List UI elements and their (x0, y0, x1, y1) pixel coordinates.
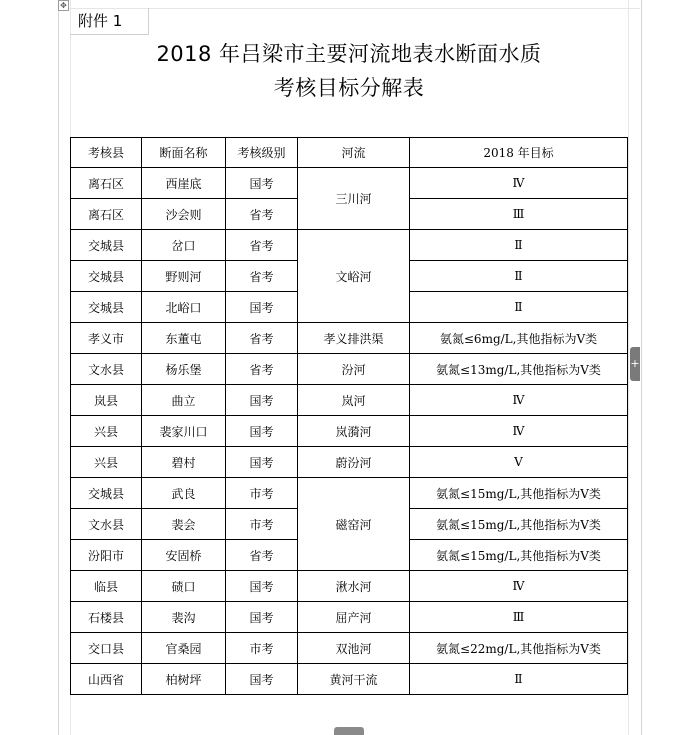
cell-assessment-level[interactable]: 市考 (226, 478, 298, 509)
water-quality-table (70, 137, 628, 695)
cell-assessment-level[interactable]: 国考 (226, 664, 298, 695)
cell-target-2018[interactable]: 氨氮≤15mg/L,其他指标为Ⅴ类 (410, 478, 628, 509)
cell-section-name[interactable]: 杨乐堡 (142, 354, 226, 385)
cell-section-name[interactable]: 安固桥 (142, 540, 226, 571)
cell-county[interactable]: 石楼县 (71, 602, 142, 633)
cell-county[interactable]: 交城县 (71, 292, 142, 323)
cell-target-2018[interactable]: Ⅳ (410, 385, 628, 416)
cell-assessment-level[interactable]: 省考 (226, 540, 298, 571)
cell-river[interactable]: 磁窑河 (298, 478, 410, 571)
table-move-handle-icon[interactable]: ✥ (58, 0, 69, 11)
cell-river[interactable]: 汾河 (298, 354, 410, 385)
table-row (71, 416, 628, 447)
cell-river[interactable]: 双池河 (298, 633, 410, 664)
cell-section-name[interactable]: 曲立 (142, 385, 226, 416)
table-row (71, 354, 628, 385)
cell-target-2018[interactable]: Ⅳ (410, 416, 628, 447)
cell-section-name[interactable]: 东董屯 (142, 323, 226, 354)
header-river[interactable]: 河流 (298, 138, 410, 168)
cell-target-2018[interactable]: Ⅳ (410, 168, 628, 199)
cell-target-2018[interactable]: Ⅱ (410, 664, 628, 695)
cell-section-name[interactable]: 碧村 (142, 447, 226, 478)
cell-section-name[interactable]: 沙会则 (142, 199, 226, 230)
cell-assessment-level[interactable]: 市考 (226, 509, 298, 540)
cell-section-name[interactable]: 武良 (142, 478, 226, 509)
cell-assessment-level[interactable]: 国考 (226, 168, 298, 199)
attachment-label: 附件 1 (70, 8, 149, 35)
cell-target-2018[interactable]: 氨氮≤15mg/L,其他指标为Ⅴ类 (410, 509, 628, 540)
cell-section-name[interactable]: 碛口 (142, 571, 226, 602)
add-column-tab-icon[interactable]: + (630, 347, 640, 381)
cell-county[interactable]: 文水县 (71, 354, 142, 385)
cell-target-2018[interactable]: Ⅲ (410, 199, 628, 230)
cell-target-2018[interactable]: Ⅱ (410, 230, 628, 261)
cell-county[interactable]: 山西省 (71, 664, 142, 695)
cell-county[interactable]: 临县 (71, 571, 142, 602)
cell-target-2018[interactable]: 氨氮≤6mg/L,其他指标为Ⅴ类 (410, 323, 628, 354)
cell-target-2018[interactable]: Ⅱ (410, 261, 628, 292)
cell-section-name[interactable]: 裴会 (142, 509, 226, 540)
cell-section-name[interactable]: 野则河 (142, 261, 226, 292)
cell-river[interactable]: 文峪河 (298, 230, 410, 323)
title-line-2: 考核目标分解表 (273, 76, 425, 100)
cell-target-2018[interactable]: Ⅴ (410, 447, 628, 478)
cell-target-2018[interactable]: 氨氮≤15mg/L,其他指标为Ⅴ类 (410, 540, 628, 571)
table-row (71, 664, 628, 695)
cell-assessment-level[interactable]: 省考 (226, 230, 298, 261)
table-row (71, 323, 628, 354)
cell-assessment-level[interactable]: 国考 (226, 602, 298, 633)
cell-section-name[interactable]: 裴沟 (142, 602, 226, 633)
cell-county[interactable]: 离石区 (71, 168, 142, 199)
cell-county[interactable]: 交城县 (71, 478, 142, 509)
cell-assessment-level[interactable]: 市考 (226, 633, 298, 664)
cell-assessment-level[interactable]: 省考 (226, 199, 298, 230)
cell-assessment-level[interactable]: 省考 (226, 323, 298, 354)
table-row (71, 478, 628, 509)
cell-target-2018[interactable]: Ⅲ (410, 602, 628, 633)
cell-county[interactable]: 孝义市 (71, 323, 142, 354)
cell-section-name[interactable]: 柏树坪 (142, 664, 226, 695)
table-header-row (71, 138, 628, 168)
cell-county[interactable]: 汾阳市 (71, 540, 142, 571)
cell-county[interactable]: 兴县 (71, 416, 142, 447)
cell-county[interactable]: 兴县 (71, 447, 142, 478)
cell-target-2018[interactable]: Ⅳ (410, 571, 628, 602)
cell-target-2018[interactable]: 氨氮≤22mg/L,其他指标为Ⅴ类 (410, 633, 628, 664)
cell-section-name[interactable]: 裴家川口 (142, 416, 226, 447)
cell-river[interactable]: 湫水河 (298, 571, 410, 602)
header-county[interactable]: 考核县 (71, 138, 142, 168)
cell-assessment-level[interactable]: 国考 (226, 416, 298, 447)
cell-county[interactable]: 岚县 (71, 385, 142, 416)
header-section-name[interactable]: 断面名称 (142, 138, 226, 168)
cell-section-name[interactable]: 岔口 (142, 230, 226, 261)
cell-county[interactable]: 交口县 (71, 633, 142, 664)
cell-county[interactable]: 交城县 (71, 261, 142, 292)
cell-river[interactable]: 三川河 (298, 168, 410, 230)
table-row (71, 230, 628, 261)
cell-target-2018[interactable]: Ⅱ (410, 292, 628, 323)
header-assessment-level[interactable]: 考核级别 (226, 138, 298, 168)
table-row (71, 385, 628, 416)
cell-county[interactable]: 文水县 (71, 509, 142, 540)
cell-section-name[interactable]: 官桑园 (142, 633, 226, 664)
cell-assessment-level[interactable]: 省考 (226, 261, 298, 292)
cell-target-2018[interactable]: 氨氮≤13mg/L,其他指标为Ⅴ类 (410, 354, 628, 385)
cell-river[interactable]: 岚河 (298, 385, 410, 416)
cell-assessment-level[interactable]: 国考 (226, 385, 298, 416)
margin-guide-right (628, 0, 629, 735)
table-row (71, 168, 628, 199)
title-line-1: 2018 年吕梁市主要河流地表水断面水质 (156, 42, 542, 66)
cell-assessment-level[interactable]: 国考 (226, 292, 298, 323)
table-row (71, 602, 628, 633)
cell-section-name[interactable]: 北峪口 (142, 292, 226, 323)
table-row (71, 447, 628, 478)
cell-assessment-level[interactable]: 国考 (226, 447, 298, 478)
table-row (71, 633, 628, 664)
cell-river[interactable]: 孝义排洪渠 (298, 323, 410, 354)
cell-river[interactable]: 岚漪河 (298, 416, 410, 447)
cell-section-name[interactable]: 西崖底 (142, 168, 226, 199)
cell-river[interactable]: 屈产河 (298, 602, 410, 633)
cell-river[interactable]: 蔚汾河 (298, 447, 410, 478)
cell-assessment-level[interactable]: 省考 (226, 354, 298, 385)
cell-county[interactable]: 交城县 (71, 230, 142, 261)
cell-assessment-level[interactable]: 国考 (226, 571, 298, 602)
header-target-2018[interactable]: 2018 年目标 (410, 138, 628, 168)
cell-county[interactable]: 离石区 (71, 199, 142, 230)
add-row-handle-icon[interactable] (334, 727, 364, 735)
cell-river[interactable]: 黄河干流 (298, 664, 410, 695)
table-row (71, 571, 628, 602)
